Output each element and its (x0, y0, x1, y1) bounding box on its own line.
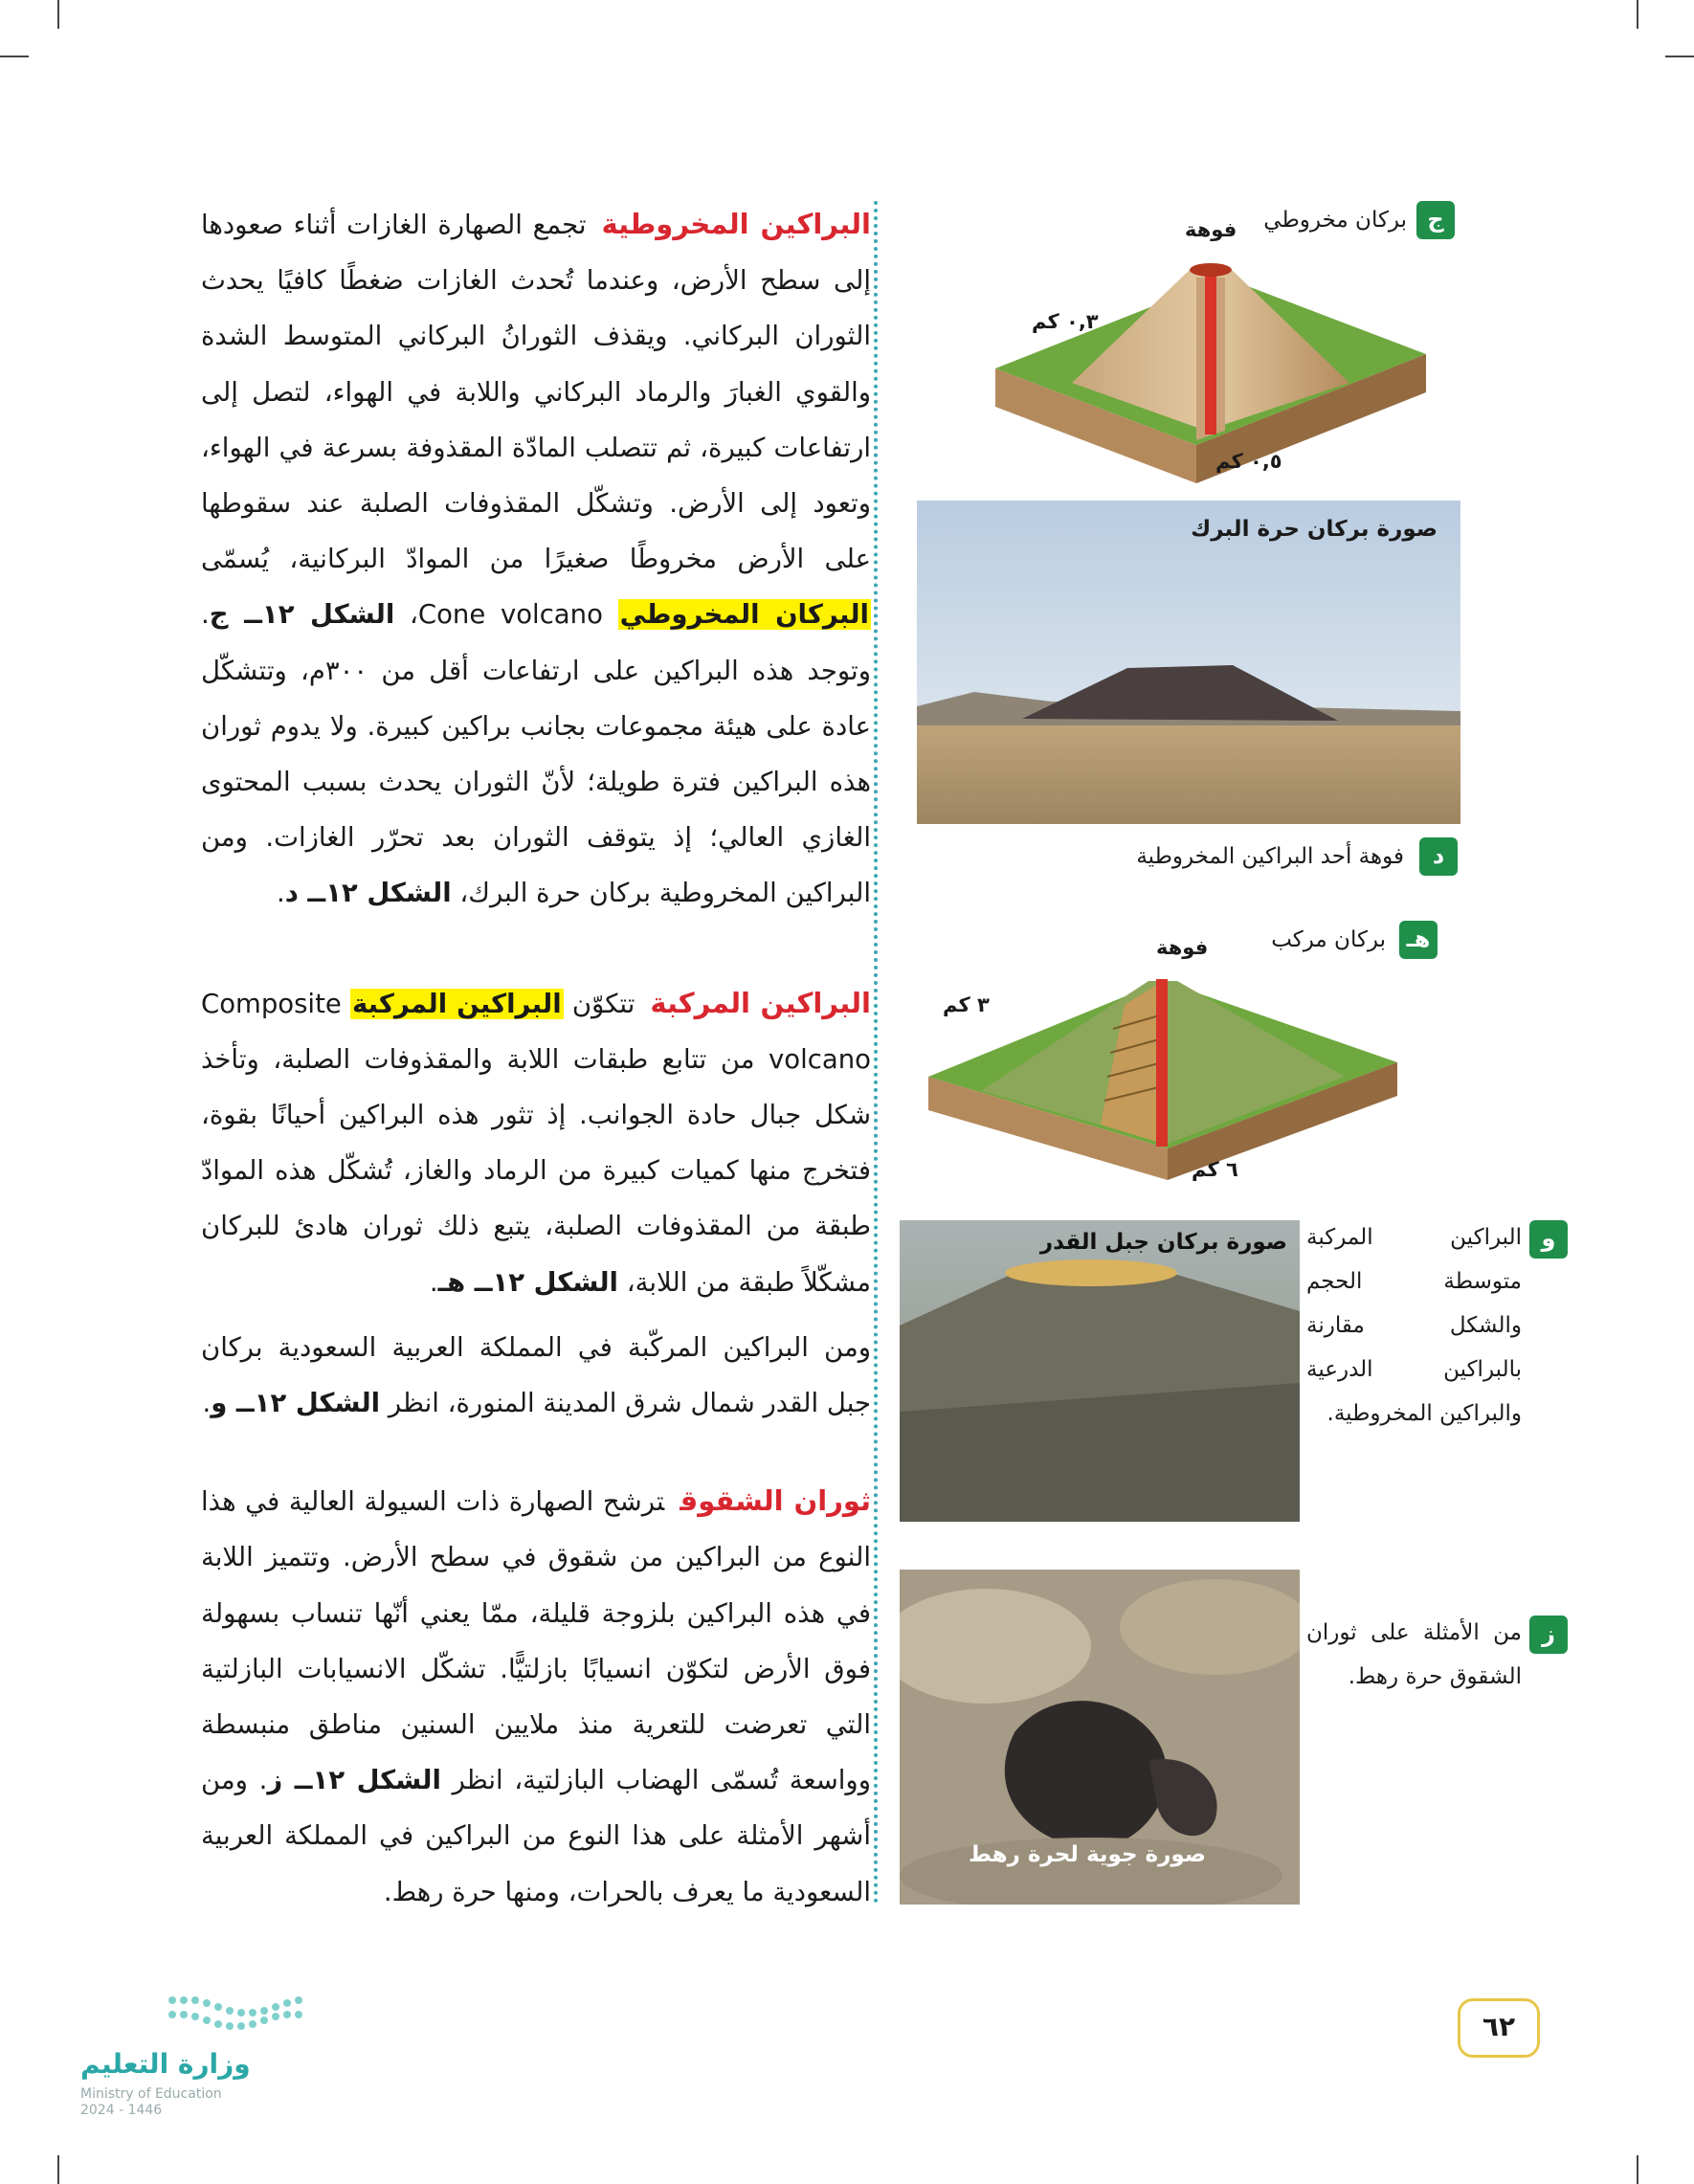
composite-volcano-diagram (924, 962, 1402, 1182)
photo-harrat-al-birk-image (917, 501, 1460, 824)
term-composite-volcano: البراكين المركبة (351, 988, 562, 1019)
crop-mark (57, 2155, 59, 2184)
composite-volcano-paragraph: البراكين المركبةتتكوّن البراكين المركبة Composite volcano من تتابع طبقات اللابة والمقذوفات الصلبة، وتأخذ شكل جبال حادة الجوانب. إذ تثور هذه البراكين أحيانًا بقوة، فتخرج منها كميات كبيرة من الرماد والغاز، تُشكّل هذه الموادّ طبقة من المقذوفات الصلبة، يتبع ذلك ثوران هادئ للبركان مشكّلاً طبقة من اللابة، الشكل ١٢ــ هـ. (201, 986, 871, 1298)
figure-ref: الشكل ١٢ــ ج (209, 599, 395, 631)
fissure-eruption-paragraph: ثوران الشقوقترشح الصهارة ذات السيولة العالية في هذا النوع من البراكين من شقوق في سطح الأرض. وتتميز اللابة في هذه البراكين بلزوجة قليلة، ممّا يعني أنّها تنساب بسهولة فوق الأرض لتكوّن انسيابًا بازلتيًّا. تشكّل الانسيابات البازلتية التي تعرضت للتعرية منذ ملايين السنين مناطق منبسطة وواسعة تُسمّى الهضاب البازلتية، انظر الشكل ١٢ــ ز. ومن أشهر الأمثلة على هذا النوع من البراكين في المملكة العربية السعودية ما يعرف بالحرات، ومنها حرة رهط. (201, 1484, 872, 1907)
figure-badge-h: هـ (1399, 921, 1438, 959)
figure-caption-h: بركان مركب (1271, 927, 1386, 952)
figure-caption-w: البراكين المركبة متوسطة الحجم والشكل مقارنة بالبراكين الدرعية والبراكين المخروطية. (1306, 1225, 1522, 1426)
crop-mark (1637, 0, 1638, 29)
vent-label-h: فوهة (1156, 936, 1209, 959)
page-number: ٦٢ (1458, 1998, 1540, 2058)
vent-label-j: فوهة (1185, 218, 1237, 241)
cone-volcano-heading: البراكين المخروطية (601, 208, 871, 240)
width-label-j: ٠,٥ كم (1215, 450, 1282, 473)
fissure-eruption-heading: ثوران الشقوق (680, 1484, 872, 1518)
figure-badge-w: و (1529, 1220, 1568, 1259)
photo-label-harrat-al-birk: صورة بركان حرة البرك (1191, 517, 1438, 542)
composite-example-paragraph: ومن البراكين المركّبة في المملكة العربية السعودية بركان جبل القدر شمال شرق المدينة المنورة، انظر الشكل ١٢ــ و. (201, 1331, 871, 1419)
photo-jabal-al-qadr-image (900, 1220, 1300, 1522)
photo-label-jabal-al-qadr: صورة بركان جبل القدر (1039, 1230, 1287, 1255)
crop-mark (1637, 2155, 1638, 2184)
crop-mark (57, 0, 59, 29)
ministry-logo-pattern (163, 1986, 412, 2043)
crop-mark (1665, 56, 1694, 57)
height-label-j: ٠,٣ كم (1032, 310, 1099, 333)
column-divider (874, 201, 878, 1905)
width-label-h: ٦ كم (1192, 1158, 1238, 1181)
figure-ref: الشكل ١٢ــ ز (267, 1765, 441, 1796)
figure-badge-d: د (1419, 837, 1458, 876)
term-cone-volcano: البركان المخروطي (619, 599, 869, 631)
crop-mark (0, 56, 29, 57)
ministry-year: 2024 - 1446 (80, 2103, 163, 2118)
figure-ref: الشكل ١٢ــ و (211, 1388, 381, 1419)
figure-badge-j: ج (1416, 201, 1455, 239)
text-column (201, 196, 871, 1920)
figure-caption-z: من الأمثلة على ثوران الشقوق حرة رهط. (1306, 1620, 1522, 1689)
figure-caption-j: بركان مخروطي (1263, 208, 1407, 233)
cone-volcano-diagram (986, 239, 1436, 488)
ministry-name-en: Ministry of Education (80, 2086, 222, 2102)
photo-label-harrat-rahat: صورة جوية لحرة رهط (969, 1842, 1206, 1867)
photo-jabal-al-qadr (900, 1220, 1300, 1522)
term-cone-volcano-en: Cone volcano (417, 599, 603, 631)
figure-badge-z: ز (1529, 1616, 1568, 1654)
height-label-h: ٣ كم (943, 993, 990, 1016)
ministry-name-ar: وزارة التعليم (80, 2048, 251, 2080)
figure-caption-d: فوهة أحد البراكين المخروطية (1136, 844, 1404, 869)
term-composite-volcano-en: Composite volcano (201, 988, 871, 1075)
cone-volcano-paragraph: البراكين المخروطيةتجمع الصهارة الغازات أثناء صعودها إلى سطح الأرض، وعندما تُحدث الغازات ضغطًا كافيًا يحدث الثوران البركاني. ويقذف الثورانُ البركاني المتوسط الشدة والقوي الغبارَ والرماد البركاني واللابة في الهواء، لتصل إلى ارتفاعات كبيرة، ثم تتصلب المادّة المقذوفة بسرعة في الهواء، وتعود إلى الأرض. وتشكّل المقذوفات الصلبة عند سقوطها على الأرض مخروطًا صغيرًا من الموادّ البركانية، يُسمّى البركان المخروطي Cone volcano، الشكل ١٢ــ ج. وتوجد هذه البراكين على ارتفاعات أقل من ٣٠٠م، وتتشكّل عادة على هيئة مجموعات بجانب براكين كبيرة. ولا يدوم ثوران هذه البراكين فترة طويلة؛ لأنّ الثوران يحدث بسبب المحتوى الغازي العالي؛ إذ يتوقف الثوران بعد تحرّر الغازات. ومن البراكين المخروطية بركان حرة البرك، الشكل ١٢ــ د. (201, 208, 871, 909)
photo-harrat-al-birk (917, 501, 1460, 824)
composite-volcano-heading: البراكين المركبة (650, 986, 871, 1019)
figure-ref: الشكل ١٢ــ هـ (437, 1266, 618, 1298)
figure-ref: الشكل ١٢ــ د (284, 878, 452, 909)
